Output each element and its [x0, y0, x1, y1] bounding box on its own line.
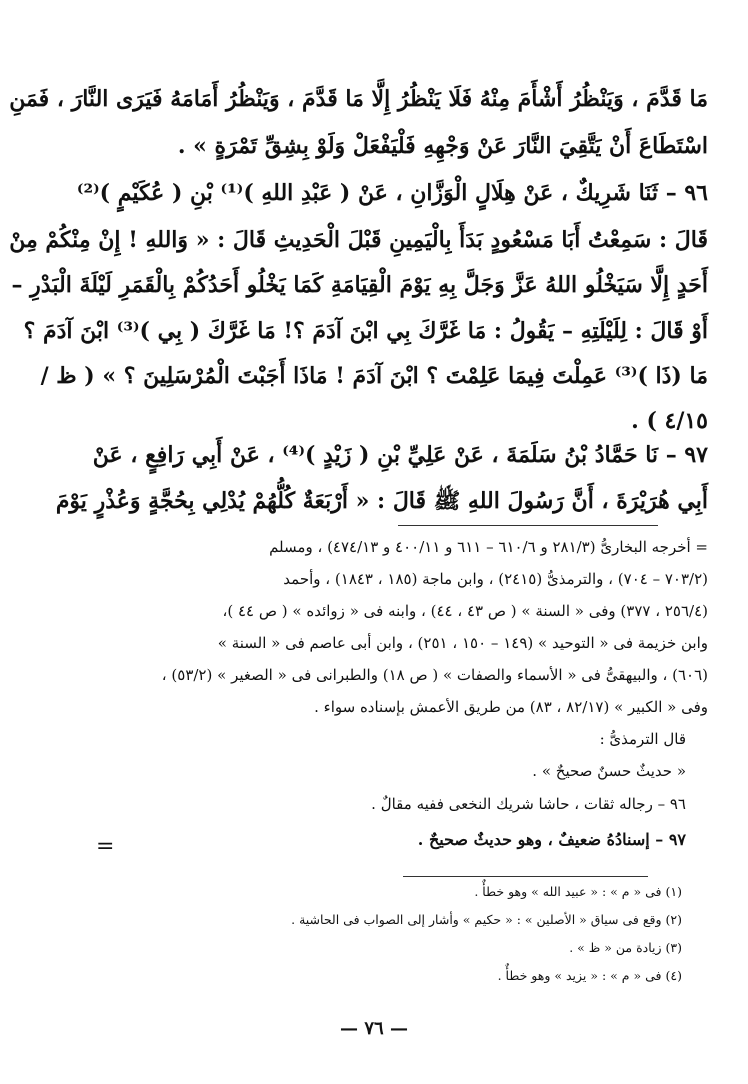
main-line-8: . ( ٤/١٥ — [631, 408, 708, 434]
note-line-8: « حديثٌ حسنٌ صحيحٌ » . — [532, 762, 686, 780]
continuation-mark: = — [96, 834, 115, 859]
footnote-3: (٣) زيادة من « ظ » . — [569, 940, 682, 955]
footnotes-separator — [403, 876, 648, 877]
note-line-10: ٩٧ – إسنادُهُ ضعيفٌ ، وهو حديثٌ صحيحٌ . — [417, 830, 686, 849]
note-line-2: (٧٠٣/٢ – ٧٠٤) ، والترمذىُّ (٢٤١٥) ، وابن ماجة (١٨٥ ، ١٨٤٣) ، وأحمد — [283, 570, 708, 588]
main-line-5: أَحَدٍ إِلَّا سَيَخْلُو اللهُ عَزَّ وَجَلَّ بِهِ يَوْمَ الْقِيَامَةِ كَمَا يَخْلُو أَحَدُكُمْ بِالْقَمَرِ لَيْلَةَ الْبَدْرِ – — [11, 272, 708, 298]
note-line-6: وفى « الكبير » (٨٢/١٧ ، ٨٣) من طريق الأعمش بإسناده سواء . — [314, 698, 708, 716]
note-line-4: وابن خزيمة فى « التوحيد » (١٤٩ – ١٥٠ ، ٢٥١) ، وابن أبى عاصم فى « السنة » — [217, 634, 708, 652]
footnote-2: (٢) وقع فى سياق « الأصلين » : « حكيم » وأشار إلى الصواب فى الحاشية . — [291, 912, 682, 927]
footnote-4: (٤) فى « م » : « يزيد » وهو خطأٌ . — [497, 968, 682, 983]
main-line-1: مَا قَدَّمَ ، وَيَنْظُرُ أَشْأَمَ مِنْهُ فَلَا يَنْظُرُ إِلَّا مَا قَدَّمَ ، وَيَنْظُرُ أَمَامَهُ فَيَرَى النَّارَ ، فَمَنِ — [9, 86, 708, 112]
main-line-10: أَبِي هُرَيْرَةَ ، أَنَّ رَسُولَ اللهِ ﷺ قَالَ : « أَرْبَعَةٌ كُلُّهُمْ يُدْلِي بِحُجَّةٍ وَعُذْرٍ يَوْمَ — [55, 488, 708, 514]
main-line-2: اسْتَطَاعَ أَنْ يَتَّقِيَ النَّارَ عَنْ وَجْهِهِ فَلْيَفْعَلْ وَلَوْ بِشِقِّ تَمْرَةٍ » . — [177, 133, 708, 159]
page-number: — ٧٦ — — [340, 1018, 408, 1039]
hadith-96-header: ٩٦ – ثَنَا شَرِيكٌ ، عَنْ هِلَالٍ الْوَزَّانِ ، عَنْ ( عَبْدِ اللهِ )⁽¹⁾ بْنِ ( عُكَيْمٍ )⁽²⁾ — [76, 180, 708, 206]
note-line-9: ٩٦ – رجاله ثقات ، حاشا شريك النخعى ففيه مقالٌ . — [371, 795, 686, 813]
hadith-97-header: ٩٧ – نَا حَمَّادُ بْنُ سَلَمَةَ ، عَنْ عَلِيِّ بْنِ ( زَيْدٍ )⁽⁴⁾ ، عَنْ أَبِي رَافِعٍ ، عَنْ — [92, 442, 708, 468]
note-line-7: قال الترمذىُّ : — [599, 730, 686, 748]
note-line-5: (٦٠٦) ، والبيهقىُّ فى « الأسماء والصفات » ( ص ١٨) والطبرانى فى « الصغير » (٥٣/٢) ، — [161, 666, 708, 684]
footnote-1: (١) فى « م » : « عبيد الله » وهو خطأٌ . — [474, 884, 682, 899]
note-line-1: = أخرجه البخارىُّ (٢٨١/٣ و ٦١٠/٦ – ٦١١ و ٤٠٠/١١ و ٤٧٤/١٣) ، ومسلم — [269, 538, 708, 556]
main-line-7: مَا (ذَا )⁽³⁾ عَمِلْتَ فِيمَا عَلِمْتَ ؟ ابْنَ آدَمَ ! مَاذَا أَجَبْتَ الْمُرْسَلِينَ ؟ » ( ظ / — [40, 363, 708, 389]
main-line-6: أَوْ قَالَ : لِلَيْلَتِهِ – يَقُولُ : مَا غَرَّكَ بِي ابْنَ آدَمَ ؟! مَا غَرَّكَ ( بِي )⁽³⁾ ابْنَ آدَمَ ؟ — [23, 318, 708, 344]
main-line-4: قَالَ : سَمِعْتُ أَبَا مَسْعُودٍ بَدَأَ بِالْيَمِينِ قَبْلَ الْحَدِيثِ قَالَ : « وَاللهِ ! إِنْ مِنْكُمْ مِنْ — [9, 227, 708, 253]
note-line-3: (٢٥٦/٤ ، ٣٧٧) وفى « السنة » ( ص ٤٣ ، ٤٤) ، وابنه فى « زوائده » ( ص ٤٤ )، — [222, 602, 708, 620]
notes-separator — [398, 525, 658, 526]
